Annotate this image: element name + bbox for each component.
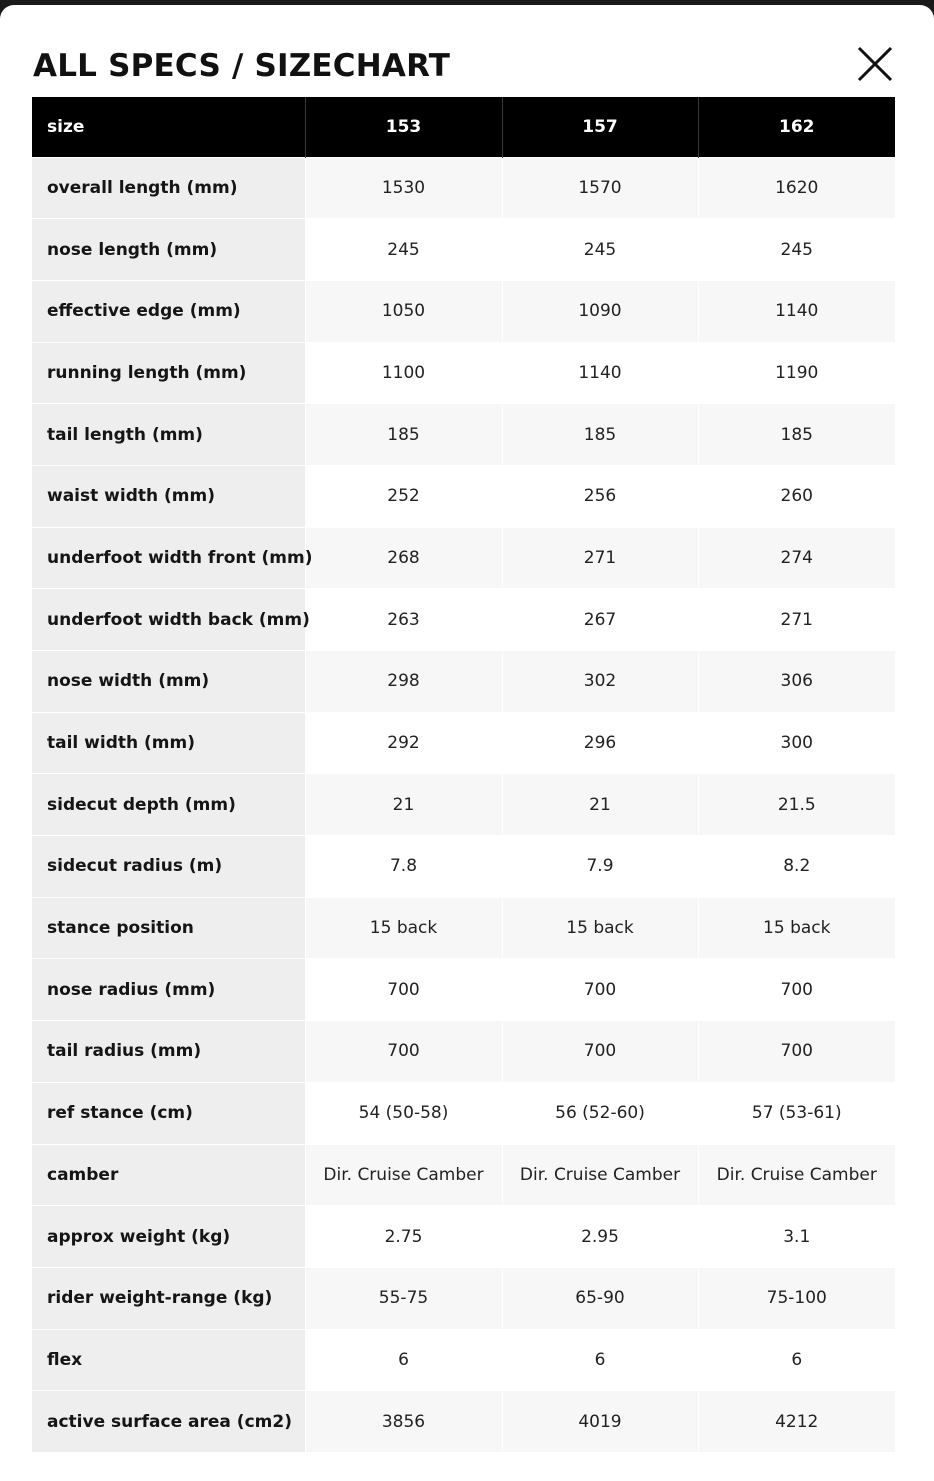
row-value: 245 xyxy=(305,219,502,281)
table-row xyxy=(32,1267,895,1329)
row-value: 4019 xyxy=(502,1391,698,1453)
spec-modal xyxy=(0,5,934,1481)
row-value: 3856 xyxy=(305,1391,502,1453)
row-label: tail length (mm) xyxy=(32,404,305,466)
table-row xyxy=(32,897,895,959)
row-value: 2.75 xyxy=(305,1206,502,1268)
row-value: 263 xyxy=(305,589,502,651)
table-row xyxy=(32,1391,895,1453)
table-row xyxy=(32,1082,895,1144)
row-value: 245 xyxy=(502,219,698,281)
row-value: 1530 xyxy=(305,157,502,219)
row-value: 271 xyxy=(698,589,895,651)
row-value: Dir. Cruise Camber xyxy=(305,1144,502,1206)
table-row xyxy=(32,589,895,651)
table-row xyxy=(32,527,895,589)
row-value: 15 back xyxy=(502,897,698,959)
row-label: rider weight-range (kg) xyxy=(32,1267,305,1329)
row-label: running length (mm) xyxy=(32,342,305,404)
table-row xyxy=(32,836,895,898)
row-value: 2.95 xyxy=(502,1206,698,1268)
row-value: 300 xyxy=(698,712,895,774)
row-value: Dir. Cruise Camber xyxy=(502,1144,698,1206)
row-value: 245 xyxy=(698,219,895,281)
spec-table-body xyxy=(32,157,895,1452)
row-value: Dir. Cruise Camber xyxy=(698,1144,895,1206)
table-header-row xyxy=(32,97,895,157)
row-label: underfoot width front (mm) xyxy=(32,527,305,589)
row-value: 7.9 xyxy=(502,836,698,898)
row-label: tail radius (mm) xyxy=(32,1021,305,1083)
row-value: 700 xyxy=(502,1021,698,1083)
row-value: 57 (53-61) xyxy=(698,1082,895,1144)
row-value: 252 xyxy=(305,465,502,527)
row-value: 1140 xyxy=(698,280,895,342)
row-value: 56 (52-60) xyxy=(502,1082,698,1144)
row-value: 65-90 xyxy=(502,1267,698,1329)
table-row xyxy=(32,712,895,774)
row-value: 1570 xyxy=(502,157,698,219)
row-value: 6 xyxy=(502,1329,698,1391)
row-value: 1100 xyxy=(305,342,502,404)
row-value: 75-100 xyxy=(698,1267,895,1329)
row-value: 21 xyxy=(502,774,698,836)
table-row xyxy=(32,219,895,281)
close-button[interactable] xyxy=(853,42,897,86)
row-value: 268 xyxy=(305,527,502,589)
header-size-162: 162 xyxy=(698,97,895,157)
row-value: 6 xyxy=(698,1329,895,1391)
row-value: 21.5 xyxy=(698,774,895,836)
table-row xyxy=(32,157,895,219)
row-value: 256 xyxy=(502,465,698,527)
row-value: 292 xyxy=(305,712,502,774)
table-row xyxy=(32,959,895,1021)
row-label: underfoot width back (mm) xyxy=(32,589,305,651)
row-value: 8.2 xyxy=(698,836,895,898)
row-value: 267 xyxy=(502,589,698,651)
row-value: 185 xyxy=(698,404,895,466)
modal-title: ALL SPECS / SIZECHART xyxy=(33,48,451,84)
table-row xyxy=(32,465,895,527)
table-row xyxy=(32,774,895,836)
row-value: 302 xyxy=(502,651,698,713)
row-label: camber xyxy=(32,1144,305,1206)
row-value: 7.8 xyxy=(305,836,502,898)
row-value: 298 xyxy=(305,651,502,713)
row-value: 1140 xyxy=(502,342,698,404)
close-icon xyxy=(853,42,897,86)
header-size-label: size xyxy=(32,97,305,157)
row-label: ref stance (cm) xyxy=(32,1082,305,1144)
row-value: 271 xyxy=(502,527,698,589)
table-row xyxy=(32,280,895,342)
row-value: 55-75 xyxy=(305,1267,502,1329)
row-value: 306 xyxy=(698,651,895,713)
row-label: approx weight (kg) xyxy=(32,1206,305,1268)
row-value: 185 xyxy=(502,404,698,466)
row-value: 185 xyxy=(305,404,502,466)
row-value: 3.1 xyxy=(698,1206,895,1268)
row-value: 700 xyxy=(698,1021,895,1083)
row-value: 1620 xyxy=(698,157,895,219)
row-label: nose radius (mm) xyxy=(32,959,305,1021)
table-row xyxy=(32,1206,895,1268)
row-label: nose length (mm) xyxy=(32,219,305,281)
row-value: 700 xyxy=(502,959,698,1021)
table-row xyxy=(32,1144,895,1206)
row-label: tail width (mm) xyxy=(32,712,305,774)
header-size-153: 153 xyxy=(305,97,502,157)
row-value: 700 xyxy=(698,959,895,1021)
table-row xyxy=(32,342,895,404)
row-label: effective edge (mm) xyxy=(32,280,305,342)
row-value: 4212 xyxy=(698,1391,895,1453)
row-value: 15 back xyxy=(305,897,502,959)
row-label: overall length (mm) xyxy=(32,157,305,219)
row-value: 1050 xyxy=(305,280,502,342)
row-value: 21 xyxy=(305,774,502,836)
table-row xyxy=(32,1329,895,1391)
row-label: active surface area (cm2) xyxy=(32,1391,305,1453)
row-value: 700 xyxy=(305,1021,502,1083)
row-value: 6 xyxy=(305,1329,502,1391)
row-value: 296 xyxy=(502,712,698,774)
row-label: nose width (mm) xyxy=(32,651,305,713)
row-value: 260 xyxy=(698,465,895,527)
header-size-157: 157 xyxy=(502,97,698,157)
row-value: 274 xyxy=(698,527,895,589)
row-label: waist width (mm) xyxy=(32,465,305,527)
row-label: sidecut radius (m) xyxy=(32,836,305,898)
row-label: stance position xyxy=(32,897,305,959)
table-row xyxy=(32,651,895,713)
row-value: 1090 xyxy=(502,280,698,342)
row-value: 54 (50-58) xyxy=(305,1082,502,1144)
row-value: 15 back xyxy=(698,897,895,959)
row-label: sidecut depth (mm) xyxy=(32,774,305,836)
row-label: flex xyxy=(32,1329,305,1391)
table-row xyxy=(32,404,895,466)
row-value: 1190 xyxy=(698,342,895,404)
row-value: 700 xyxy=(305,959,502,1021)
table-row xyxy=(32,1021,895,1083)
spec-table xyxy=(32,97,895,1452)
